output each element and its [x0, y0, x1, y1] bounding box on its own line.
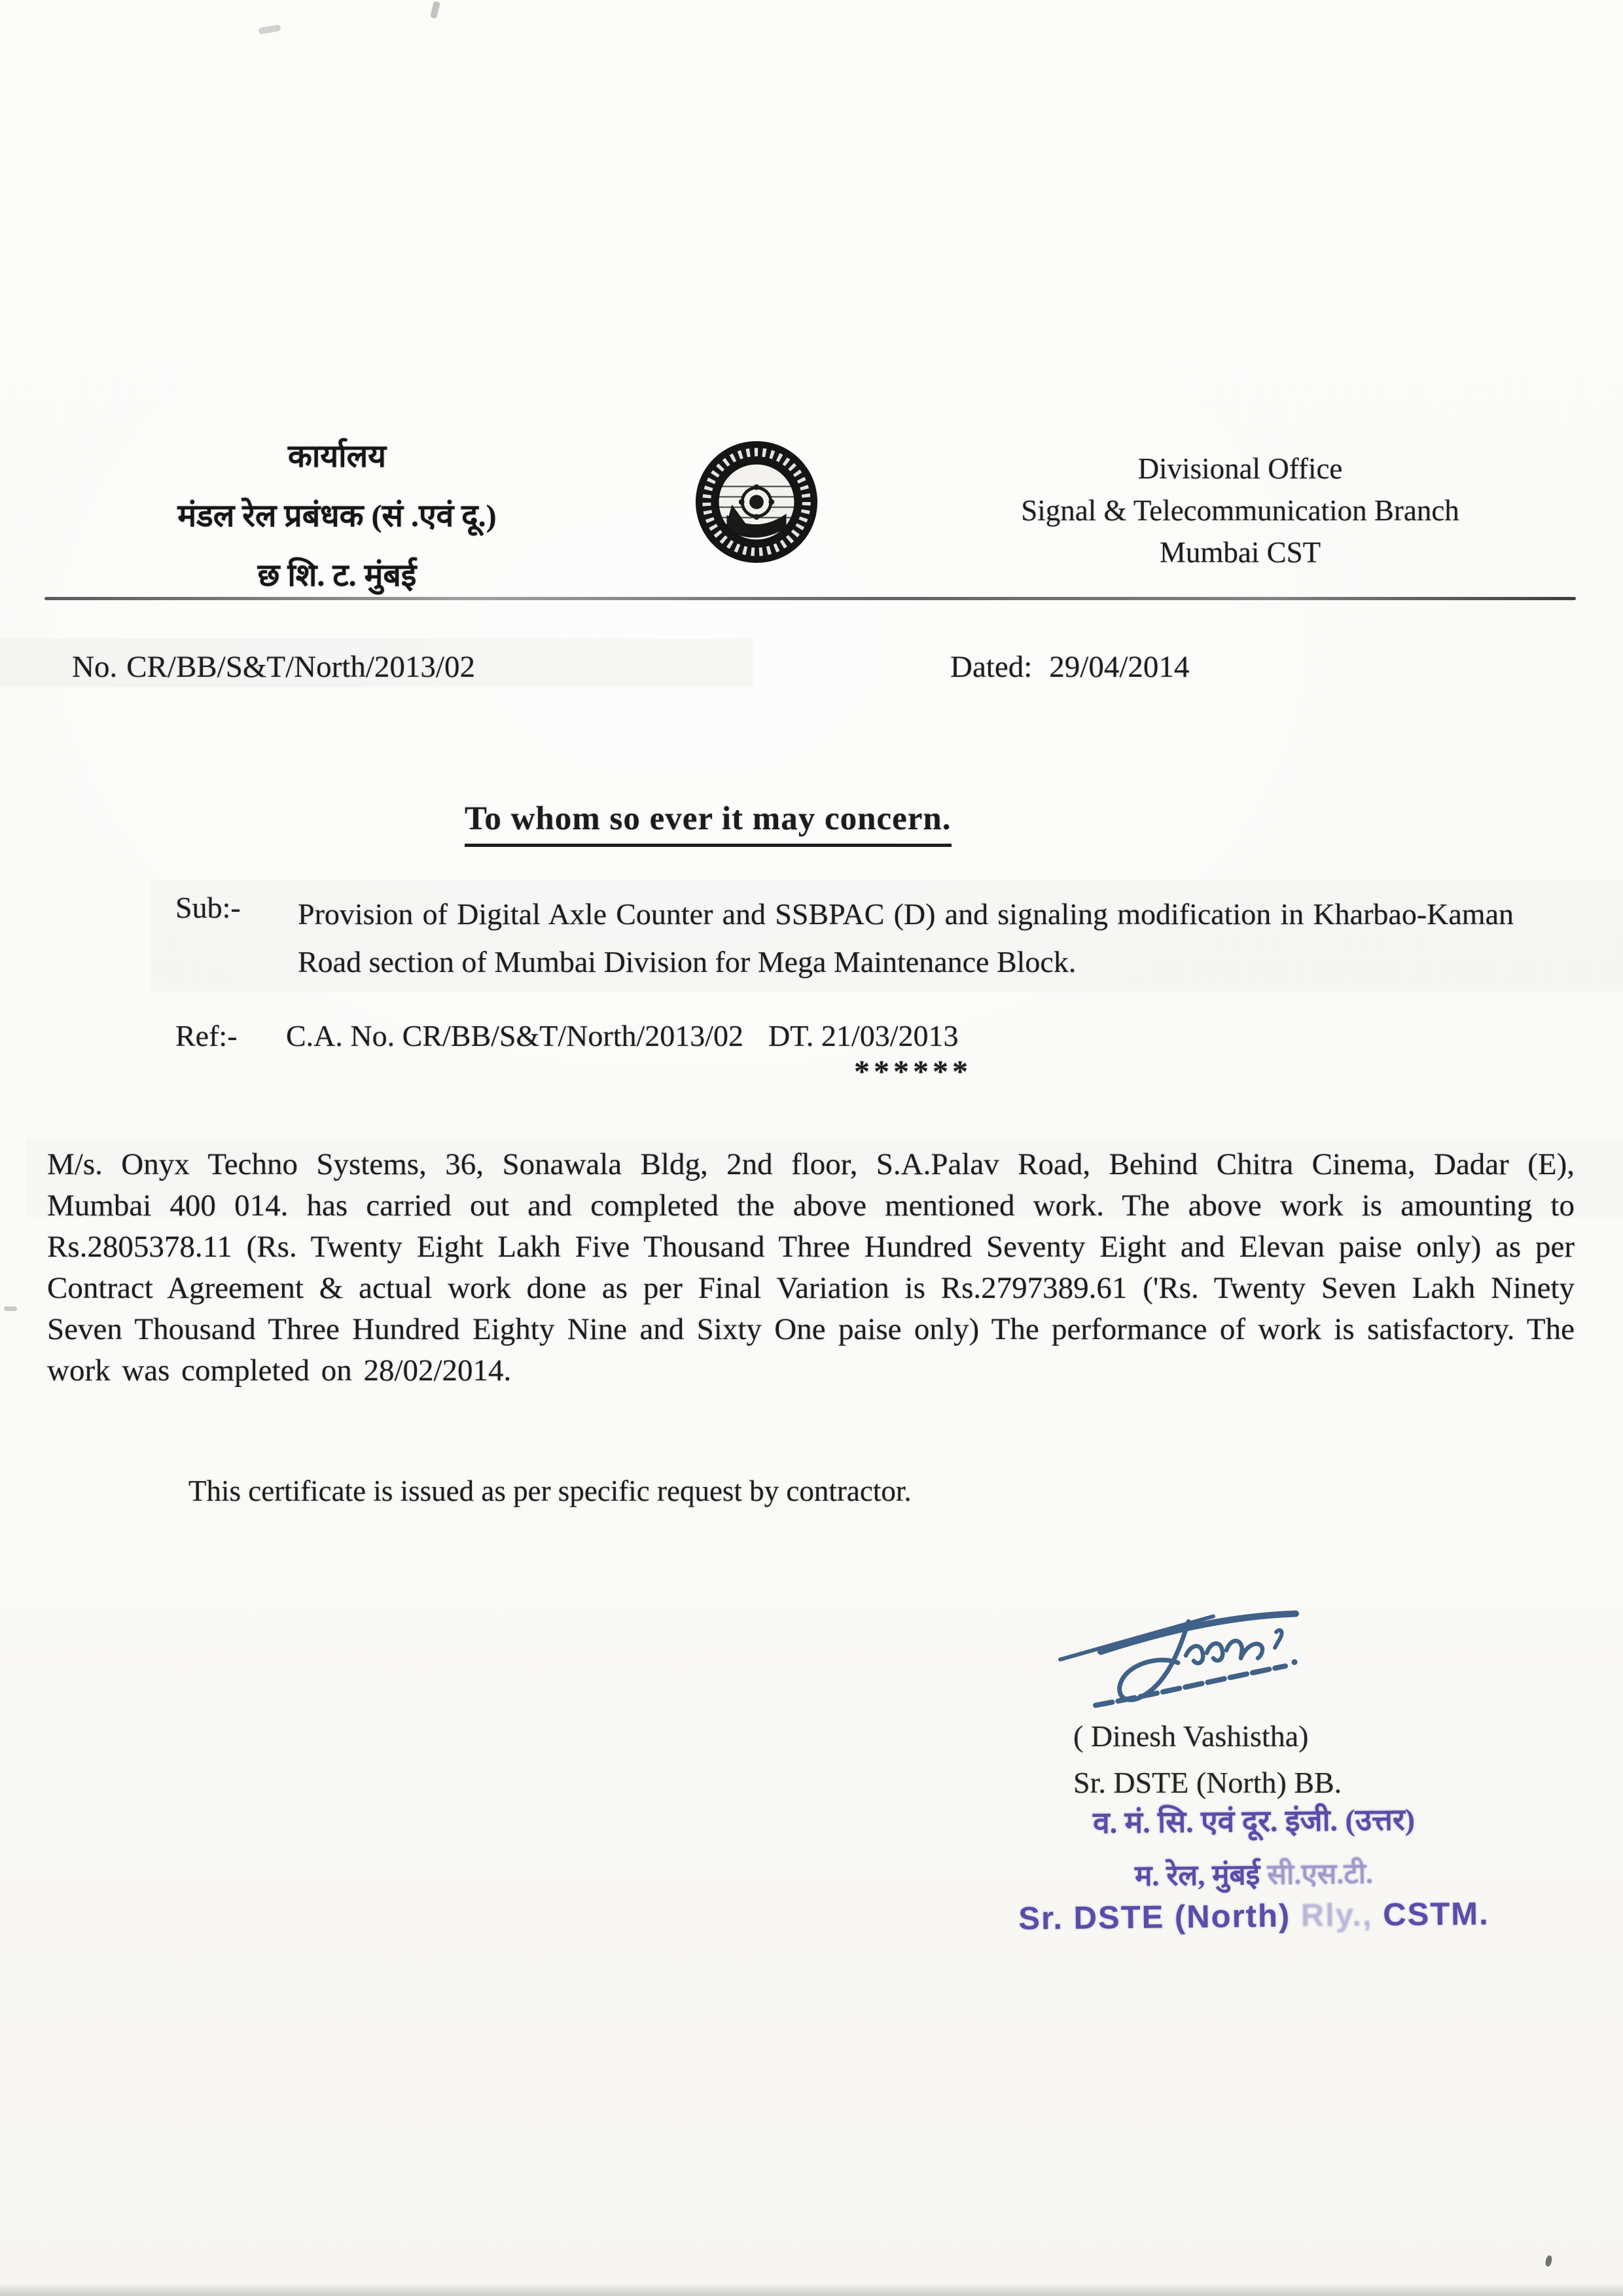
signatory-name: ( Dinesh Vashistha) — [1073, 1719, 1309, 1753]
scan-speck — [258, 24, 281, 35]
scan-bottom-shadow — [0, 2283, 1623, 2296]
office-address-hindi — [124, 427, 550, 605]
scan-speck — [1544, 2255, 1552, 2267]
letter-title: To whom so ever it may concern. — [465, 800, 952, 847]
central-railway-emblem-icon — [690, 437, 823, 567]
letter-date-label: Dated: — [950, 650, 1033, 684]
scan-speck — [430, 1, 440, 19]
office-address-english — [955, 448, 1525, 573]
office-english-line2: Signal & Telecommunication Branch — [1021, 494, 1459, 527]
letter-date-row — [950, 649, 1189, 685]
stamp-hindi-line1: व. मं. सि. एवं दूर. इंजी. (उत्तर) — [1092, 1803, 1416, 1840]
letter-number-value: CR/BB/S&T/North/2013/02 — [126, 650, 475, 684]
body-paragraph: M/s. Onyx Techno Systems, 36, Sonawala Bldg, 2nd floor, S.A.Palav Road, Behind Chitra Cinema, Dadar (E), Mumbai 400 014. has carried out and completed the above mentioned work. The above work is amounting to Rs.2805378.11 (Rs. Twenty Eight Lakh Five Thousand Three Hundred Seventy Eight and Elevan paise only) as per Contract Agreement & actual work done as per Final Variation is Rs.2797389.61 ('Rs. Twenty Seven Lakh Ninety Seven Thousand Three Hundred Eighty Nine and Sixty One paise only) The performance of work is satisfactory. The work was completed on 28/02/2014. — [47, 1147, 1575, 1388]
handwritten-signature-icon — [1055, 1594, 1304, 1711]
office-english-line1: Divisional Office — [1137, 452, 1343, 485]
letter-number-label: No. — [72, 650, 118, 684]
stamp-hindi-line2-main: म. रेल, मुंबई — [1134, 1858, 1260, 1892]
reference-number: C.A. No. CR/BB/S&T/North/2013/02 — [286, 1019, 744, 1052]
stamp-hindi-line2 — [995, 1851, 1514, 1895]
office-hindi-line2: मंडल रेल प्रबंधक (सं .एवं दू.) — [177, 499, 497, 533]
stamp-english-part2: Rly., — [1300, 1897, 1373, 1934]
office-hindi-line1: कार्यालय — [288, 439, 386, 474]
stamp-english-part1: Sr. DSTE (North) — [1018, 1898, 1291, 1937]
office-english-line3: Mumbai CST — [1159, 536, 1321, 569]
reference-separator: ****** — [854, 1054, 972, 1089]
subject-text: Provision of Digital Axle Counter and SSBPAC (D) and signaling modification in Kharbao-Kaman Road section of Mumbai Division for Mega Maintenance Block. — [298, 897, 1514, 978]
reference-label: Ref:- — [175, 1019, 238, 1052]
closing-line: This certificate is issued as per specific request by contractor. — [188, 1475, 912, 1507]
subject-label: Sub:- — [175, 891, 241, 924]
stamp-english-line — [995, 1895, 1514, 1937]
header-divider-rule — [45, 597, 1576, 600]
office-hindi-line3: छ शि. ट. मुंबई — [257, 558, 417, 593]
letter-number-row — [72, 649, 475, 685]
stamp-english-part3: CSTM. — [1382, 1896, 1489, 1933]
scan-speck — [4, 1306, 17, 1311]
stamp-hindi-line2-faded: सी.एस.टी. — [1266, 1857, 1374, 1891]
reference-date: DT. 21/03/2013 — [768, 1019, 959, 1052]
signatory-designation: Sr. DSTE (North) BB. — [1073, 1766, 1342, 1799]
letter-date-value: 29/04/2014 — [1049, 650, 1190, 684]
reference-text — [286, 1018, 959, 1053]
